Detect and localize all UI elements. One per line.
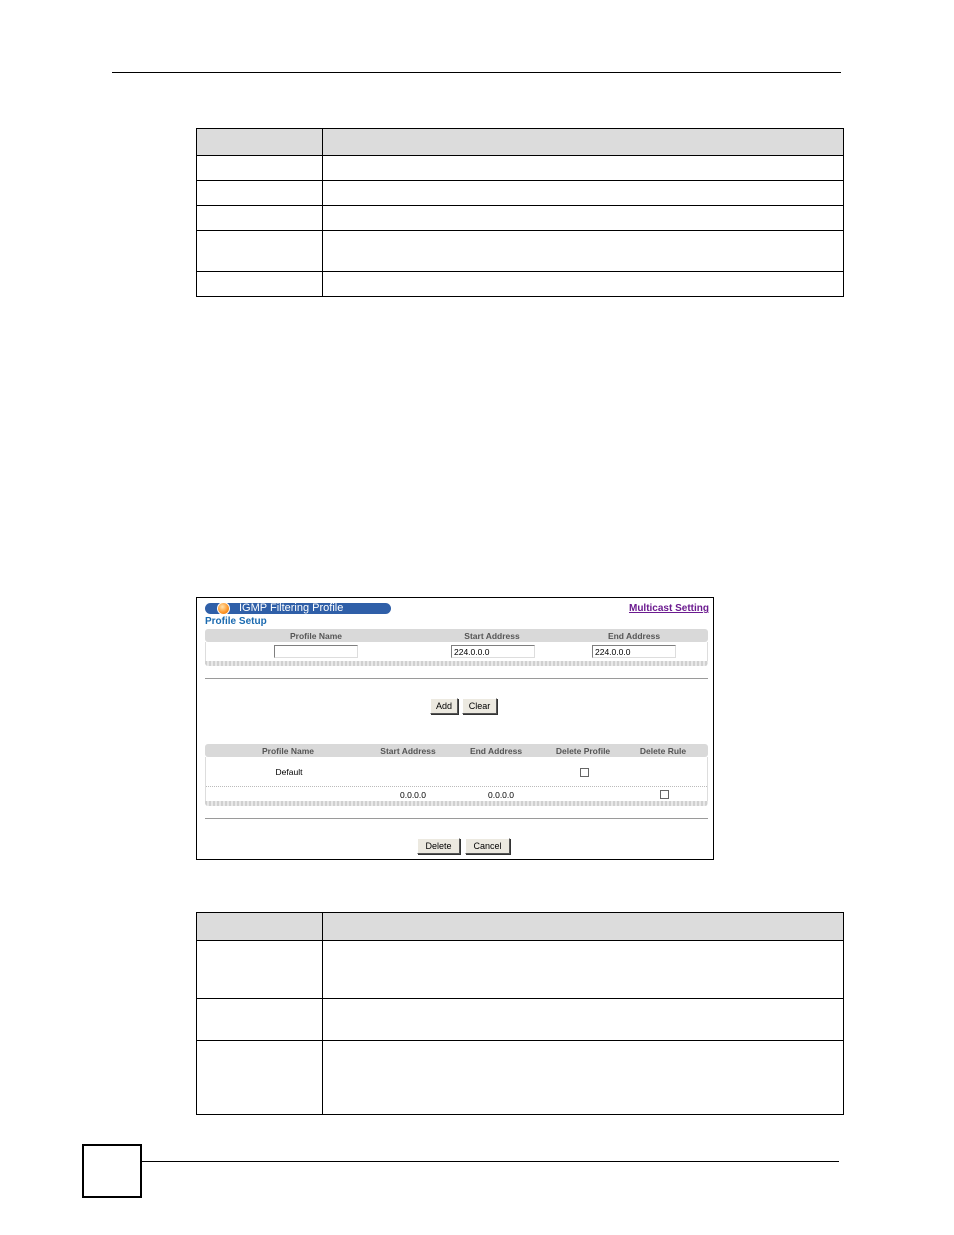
separator — [205, 678, 708, 679]
header-delete-profile: Delete Profile — [555, 746, 611, 756]
table-row — [197, 999, 844, 1041]
add-button[interactable]: Add — [430, 698, 458, 714]
table-cell — [323, 941, 844, 999]
table-cell — [323, 129, 844, 156]
table-row — [197, 181, 844, 206]
table-cell — [323, 272, 844, 297]
profile-list-footer — [205, 801, 708, 806]
header-end-address: End Address — [607, 631, 661, 641]
delete-rule-checkbox[interactable] — [660, 790, 669, 799]
table-row — [197, 272, 844, 297]
start-address-input[interactable]: 224.0.0.0 — [451, 645, 535, 658]
header-profile-name: Profile Name — [262, 746, 314, 756]
table-row — [197, 156, 844, 181]
table-header-row — [197, 913, 844, 941]
start-address-cell: 0.0.0.0 — [400, 790, 426, 800]
table-cell — [323, 999, 844, 1041]
igmp-filtering-profile-screenshot — [196, 597, 714, 860]
delete-profile-checkbox[interactable] — [580, 768, 589, 777]
table-cell — [197, 181, 323, 206]
delete-button[interactable]: Delete — [417, 838, 460, 854]
profile-list-header-bar — [205, 744, 708, 757]
table-cell — [197, 941, 323, 999]
table-header-row — [197, 129, 844, 156]
bottom-table — [196, 912, 844, 1115]
table-cell — [197, 1041, 323, 1115]
table-cell — [197, 272, 323, 297]
table-row — [197, 231, 844, 272]
table-cell — [323, 231, 844, 272]
separator — [205, 818, 708, 819]
setup-header-bar — [205, 629, 708, 642]
header-delete-rule: Delete Rule — [639, 746, 687, 756]
header-rule — [112, 72, 841, 73]
table-cell — [197, 129, 323, 156]
table-cell — [197, 156, 323, 181]
row-divider — [206, 786, 707, 787]
footer-rule — [140, 1161, 839, 1162]
table-cell — [323, 156, 844, 181]
table-cell — [323, 913, 844, 941]
profile-name-input[interactable] — [274, 645, 358, 658]
table-cell — [323, 206, 844, 231]
top-table — [196, 128, 844, 297]
setup-row-footer — [205, 661, 708, 666]
header-end-address: End Address — [469, 746, 523, 756]
header-profile-name: Profile Name — [290, 631, 342, 641]
profile-setup-title: Profile Setup — [205, 616, 267, 627]
title-bar — [205, 603, 391, 614]
multicast-setting-link[interactable]: Multicast Setting — [628, 603, 709, 614]
table-cell — [197, 913, 323, 941]
table-row — [197, 941, 844, 999]
page-number-box — [82, 1144, 142, 1198]
profile-list-body — [205, 757, 708, 802]
clear-button[interactable]: Clear — [462, 698, 497, 714]
table-cell — [323, 1041, 844, 1115]
table-cell — [197, 999, 323, 1041]
header-start-address: Start Address — [380, 746, 436, 756]
table-cell — [323, 181, 844, 206]
screen-title: IGMP Filtering Profile — [239, 602, 344, 614]
table-cell — [197, 231, 323, 272]
cancel-button[interactable]: Cancel — [465, 838, 510, 854]
profile-name-cell: Default — [275, 767, 303, 777]
table-row — [197, 206, 844, 231]
end-address-input[interactable]: 224.0.0.0 — [592, 645, 676, 658]
header-start-address: Start Address — [464, 631, 520, 641]
table-cell — [197, 206, 323, 231]
orange-globe-icon — [217, 602, 230, 615]
table-row — [197, 1041, 844, 1115]
end-address-cell: 0.0.0.0 — [488, 790, 514, 800]
